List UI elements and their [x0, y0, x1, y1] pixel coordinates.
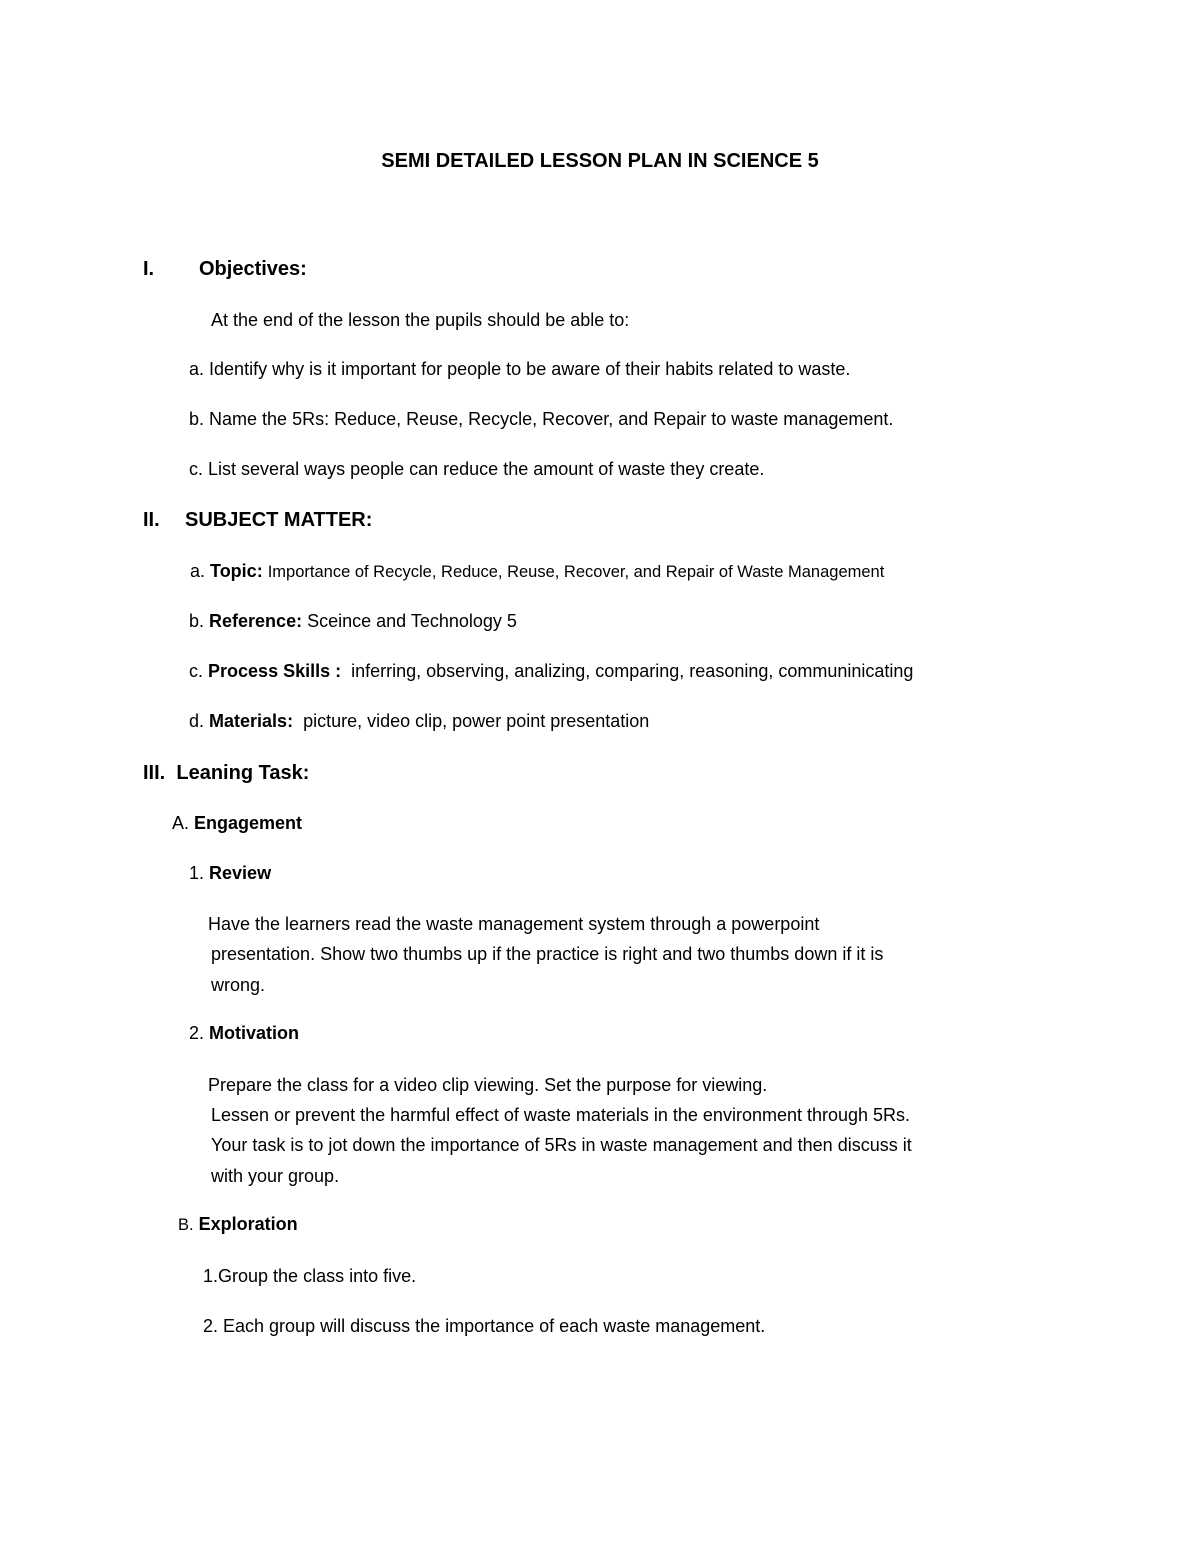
motivation-number: 2.: [189, 1023, 205, 1043]
subject-label: Materials:: [209, 711, 294, 731]
document-title: SEMI DETAILED LESSON PLAN IN SCIENCE 5: [381, 150, 819, 172]
subject-letter: b.: [189, 611, 205, 631]
objectives-number: I.: [143, 258, 155, 280]
motivation-line: Lessen or prevent the harmful effect of waste materials in the environment through 5Rs.: [211, 1105, 911, 1125]
objective-text: Name the 5Rs: Reduce, Reuse, Recycle, Recover, and Repair to waste management.: [209, 409, 894, 429]
objectives-intro: At the end of the lesson the pupils should be able to:: [211, 310, 630, 330]
review-heading: [189, 862, 271, 884]
exploration-heading: [178, 1213, 298, 1236]
review-title: Review: [209, 863, 272, 883]
motivation-line: Prepare the class for a video clip viewing. Set the purpose for viewing.: [208, 1075, 768, 1095]
objective-item: [189, 458, 764, 480]
subject-matter-heading: [143, 507, 372, 533]
subject-text: Importance of Recycle, Reduce, Reuse, Recover, and Repair of Waste Management: [267, 563, 885, 581]
review-line: Have the learners read the waste management system through a powerpoint: [208, 914, 820, 934]
learning-task-heading: [143, 760, 309, 786]
subject-label: Process Skills :: [208, 661, 342, 681]
motivation-line: with your group.: [211, 1166, 340, 1186]
engagement-heading: [172, 812, 302, 834]
subject-label: Topic:: [210, 561, 263, 581]
review-number: 1.: [189, 863, 205, 883]
subject-text: inferring, observing, analizing, comparing, reasoning, communinicating: [351, 661, 914, 681]
engagement-letter: A.: [172, 813, 190, 833]
objective-text: List several ways people can reduce the amount of waste they create.: [208, 459, 765, 479]
engagement-title: Engagement: [194, 813, 303, 833]
exploration-item: 1.Group the class into five.: [203, 1266, 417, 1286]
objective-letter: c.: [189, 459, 204, 479]
subject-label: Reference:: [209, 611, 303, 631]
motivation-title: Motivation: [209, 1023, 300, 1043]
objective-letter: a.: [189, 359, 205, 379]
objective-item: [189, 408, 893, 430]
subject-letter: d.: [189, 711, 205, 731]
subject-process-skills: [189, 660, 913, 682]
subject-topic: [190, 560, 884, 583]
subject-matter-number: II.: [143, 509, 160, 531]
objectives-heading: [143, 256, 307, 282]
objective-letter: b.: [189, 409, 205, 429]
subject-letter: c.: [189, 661, 204, 681]
exploration-letter: B.: [178, 1216, 194, 1234]
objective-text: Identify why is it important for people to be aware of their habits related to waste.: [209, 359, 851, 379]
subject-matter-title: SUBJECT MATTER:: [185, 509, 373, 531]
exploration-title: Exploration: [198, 1214, 298, 1234]
exploration-item: 2. Each group will discuss the importance of each waste management.: [203, 1316, 766, 1336]
review-line: presentation. Show two thumbs up if the practice is right and two thumbs down if it is: [211, 944, 884, 964]
learning-task-number: III.: [143, 762, 166, 784]
learning-task-title: Leaning Task:: [176, 762, 310, 784]
objective-item: [189, 358, 850, 380]
motivation-line: Your task is to jot down the importance of 5Rs in waste management and then discuss it: [211, 1135, 912, 1155]
objectives-title: Objectives:: [199, 258, 307, 280]
motivation-heading: [189, 1022, 299, 1044]
subject-text: Sceince and Technology 5: [307, 611, 517, 631]
subject-text: picture, video clip, power point presentation: [303, 711, 650, 731]
subject-letter: a.: [190, 561, 206, 581]
review-line: wrong.: [211, 975, 266, 995]
subject-reference: [189, 610, 517, 632]
subject-materials: [189, 710, 649, 732]
